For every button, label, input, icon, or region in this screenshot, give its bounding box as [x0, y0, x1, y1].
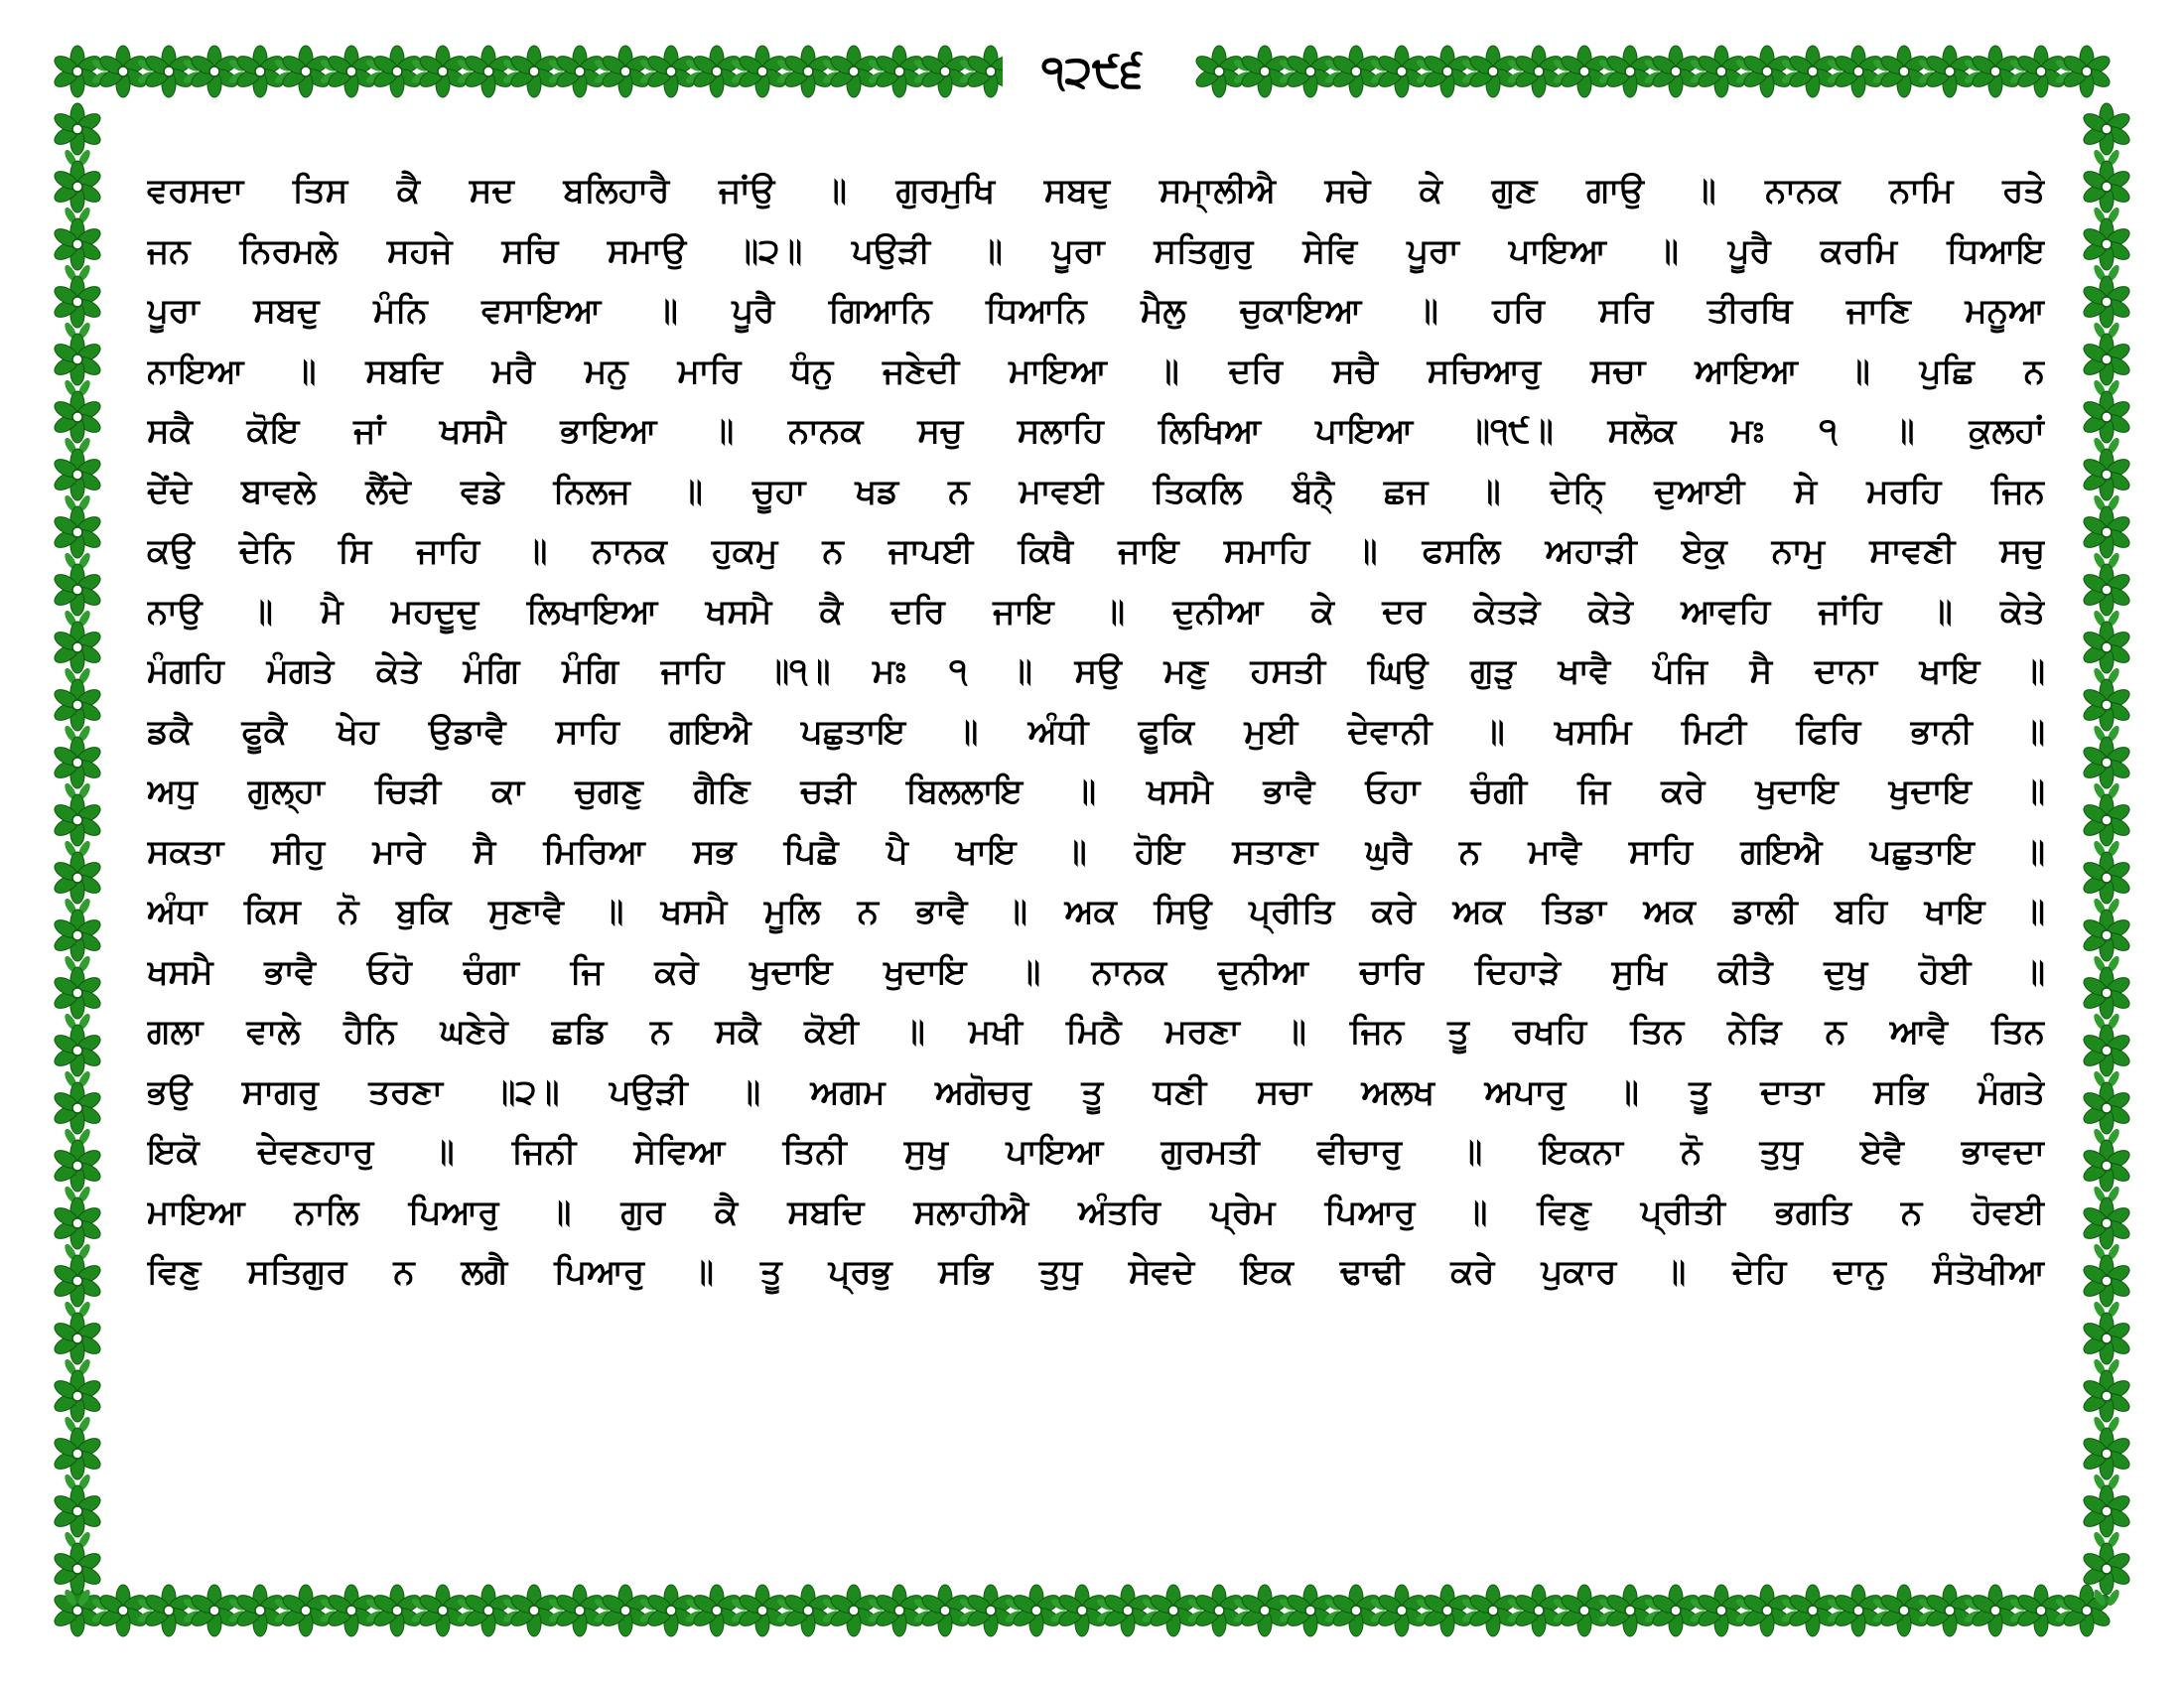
flower-center-icon — [2102, 988, 2112, 998]
flower-center-icon — [2082, 1606, 2092, 1616]
flower-center-icon — [72, 758, 82, 768]
flower-center-icon — [72, 815, 82, 825]
text-line: ਦੇਂਦੇ ਬਾਵਲੇ ਲੈਂਦੇ ਵਡੇ ਨਿਲਜ ॥ ਚੂਹਾ ਖਡ ਨ ਮਾਵਈ ਤਿਕਲਿ ਬੰਨੈ੍ ਛਜ ॥ ਦੇਨਿ੍ ਦੁਆਈ ਸੇ ਮਰਹਿ ਜਿਨ — [147, 471, 2045, 511]
flower-center-icon — [1899, 67, 1909, 76]
text-line: ਪੂਰਾ ਸਬਦੁ ਮੰਨਿ ਵਸਾਇਆ ॥ ਪੂਰੈ ਗਿਆਨਿ ਧਿਆਨਿ ਮੈਲੁ ਚੁਕਾਇਆ ॥ ਹਰਿ ਸਰਿ ਤੀਰਥਿ ਜਾਣਿ ਮਨੂਆ — [147, 291, 2045, 331]
flower-center-icon — [620, 67, 630, 76]
flower-center-icon — [1716, 67, 1726, 76]
flower-center-icon — [2102, 239, 2112, 249]
flower-center-icon — [1488, 67, 1498, 76]
flower-center-icon — [72, 182, 82, 192]
flower-center-icon — [2102, 470, 2112, 480]
flower-center-icon — [72, 1161, 82, 1171]
flower-center-icon — [940, 67, 950, 76]
flower-center-icon — [1305, 67, 1315, 76]
flower-center-icon — [1305, 1606, 1315, 1616]
flower-center-icon — [894, 1606, 904, 1616]
flower-center-icon — [72, 1218, 82, 1228]
flower-center-icon — [72, 1046, 82, 1055]
flower-center-icon — [1671, 1606, 1681, 1616]
flower-center-icon — [2102, 1103, 2112, 1113]
flower-center-icon — [72, 412, 82, 422]
flower-center-icon — [1625, 67, 1635, 76]
flower-center-icon — [1808, 1606, 1818, 1616]
text-line: ਅਧੁ ਗੁਲ੍ਹਾ ਚਿੜੀ ਕਾ ਚੁਗਣੁ ਗੈਣਿ ਚੜੀ ਬਿਲਲਾਇ ॥ ਖਸਮੈ ਭਾਵੈ ਓਹਾ ਚੰਗੀ ਜਿ ਕਰੇ ਖੁਦਾਇ ਖੁਦਾਇ ॥ — [147, 772, 2045, 811]
flower-center-icon — [1762, 67, 1772, 76]
flower-center-icon — [849, 67, 859, 76]
flower-center-icon — [2102, 873, 2112, 883]
text-line: ਸਕੈ ਕੋਇ ਜਾਂ ਖਸਮੈ ਭਾਇਆ ॥ ਨਾਨਕ ਸਚੁ ਸਲਾਹਿ ਲਿਖਿਆ ਪਾਇਆ ॥੧੯॥ ਸਲੋਕ ਮਃ ੧ ॥ ਕੁਲਹਾਂ — [147, 411, 2045, 451]
flower-center-icon — [2036, 1606, 2046, 1616]
text-line: ਮੰਗਹਿ ਮੰਗਤੇ ਕੇਤੇ ਮੰਗਿ ਮੰਗਿ ਜਾਹਿ ॥੧॥ ਮਃ ੧ ॥ ਸਉ ਮਣੁ ਹਸਤੀ ਘਿਉ ਗੁੜੁ ਖਾਵੈ ਪੰਜਿ ਸੈ ਦਾਨਾ ਖਾਇ ॥ — [147, 651, 2045, 691]
flower-center-icon — [118, 1606, 128, 1616]
flower-center-icon — [164, 1606, 174, 1616]
flower-center-icon — [1990, 1606, 2000, 1616]
flower-center-icon — [1853, 67, 1863, 76]
flower-center-icon — [72, 930, 82, 940]
flower-center-icon — [72, 1506, 82, 1516]
flower-center-icon — [2102, 585, 2112, 595]
flower-center-icon — [1214, 67, 1224, 76]
flower-center-icon — [483, 67, 493, 76]
flower-center-icon — [712, 67, 722, 76]
flower-center-icon — [72, 700, 82, 710]
flower-center-icon — [986, 67, 996, 76]
flower-center-icon — [757, 67, 767, 76]
text-line: ਵਿਣੁ ਸਤਿਗੁਰ ਨ ਲਗੈ ਪਿਆਰੁ ॥ ਤੂ ਪ੍ਰਭੁ ਸਭਿ ਤੁਧੁ ਸੇਵਦੇ ਇਕ ਢਾਢੀ ਕਰੇ ਪੁਕਾਰ ॥ ਦੇਹਿ ਦਾਨੁ ਸੰਤੋਖੀਆ — [147, 1252, 2045, 1292]
flower-center-icon — [1990, 67, 2000, 76]
flower-center-icon — [72, 585, 82, 595]
scripture-text-block — [147, 161, 2045, 1303]
text-line: ਨਾਇਆ ॥ ਸਬਦਿ ਮਰੈ ਮਨੁ ਮਾਰਿ ਧੰਨੁ ਜਣੇਦੀ ਮਾਇਆ ॥ ਦਰਿ ਸਚੈ ਸਚਿਆਰੁ ਸਚਾ ਆਇਆ ॥ ਪੁਛਿ ਨ — [147, 351, 2045, 391]
flower-center-icon — [1716, 1606, 1726, 1616]
flower-center-icon — [2102, 297, 2112, 307]
text-line: ਕਉ ਦੇਨਿ ਸਿ ਜਾਹਿ ॥ ਨਾਨਕ ਹੁਕਮੁ ਨ ਜਾਪਈ ਕਿਥੈ ਜਾਇ ਸਮਾਹਿ ॥ ਫਸਲਿ ਅਹਾੜੀ ਏਕੁ ਨਾਮੁ ਸਾਵਣੀ ਸਚੁ — [147, 531, 2045, 571]
flower-center-icon — [72, 642, 82, 652]
flower-center-icon — [2102, 700, 2112, 710]
flower-center-icon — [301, 67, 311, 76]
flower-center-icon — [986, 1606, 996, 1616]
flower-center-icon — [1625, 1606, 1635, 1616]
flower-center-icon — [1579, 67, 1589, 76]
flower-center-icon — [620, 1606, 630, 1616]
text-line: ਡਕੈ ਫੂਕੈ ਖੇਹ ਉਡਾਵੈ ਸਾਹਿ ਗਇਐ ਪਛੁਤਾਇ ॥ ਅੰਧੀ ਫੂਕਿ ਮੁਈ ਦੇਵਾਨੀ ॥ ਖਸਮਿ ਮਿਟੀ ਫਿਰਿ ਭਾਨੀ ॥ — [147, 711, 2045, 752]
flower-center-icon — [2102, 527, 2112, 537]
flower-center-icon — [346, 67, 356, 76]
flower-center-icon — [72, 1391, 82, 1401]
text-line: ਖਸਮੈ ਭਾਵੈ ਓਹੋ ਚੰਗਾ ਜਿ ਕਰੇ ਖੁਦਾਇ ਖੁਦਾਇ ॥ ਨਾਨਕ ਦੁਨੀਆ ਚਾਰਿ ਦਿਹਾੜੇ ਸੁਖਿ ਕੀਤੈ ਦੁਖੁ ਹੋਈ ॥ — [147, 951, 2045, 992]
flower-center-icon — [2102, 1449, 2112, 1459]
flower-center-icon — [894, 67, 904, 76]
text-line: ਭਉ ਸਾਗਰੁ ਤਰਣਾ ॥੨॥ ਪਉੜੀ ॥ ਅਗਮ ਅਗੋਚਰੁ ਤੂ ਧਣੀ ਸਚਾ ਅਲਖ ਅਪਾਰੁ ॥ ਤੂ ਦਾਤਾ ਸਭਿ ਮੰਗਤੇ — [147, 1071, 2045, 1112]
flower-center-icon — [2102, 182, 2112, 192]
flower-center-icon — [1260, 1606, 1270, 1616]
flower-center-icon — [1351, 67, 1361, 76]
flower-center-icon — [72, 1334, 82, 1343]
flower-center-icon — [2102, 1161, 2112, 1171]
flower-center-icon — [301, 1606, 311, 1616]
flower-center-icon — [2102, 124, 2112, 134]
flower-center-icon — [575, 1606, 585, 1616]
flower-center-icon — [2102, 354, 2112, 364]
flower-center-icon — [2082, 67, 2092, 76]
flower-center-icon — [483, 1606, 493, 1616]
flower-center-icon — [575, 67, 585, 76]
flower-center-icon — [666, 67, 676, 76]
flower-center-icon — [72, 470, 82, 480]
flower-center-icon — [209, 1606, 219, 1616]
flower-center-icon — [255, 1606, 265, 1616]
flower-center-icon — [1488, 1606, 1498, 1616]
page-number: ੧੨੯੬ — [1040, 47, 1144, 97]
flower-center-icon — [72, 527, 82, 537]
flower-center-icon — [438, 67, 448, 76]
text-line: ਸਕਤਾ ਸੀਹੁ ਮਾਰੇ ਸੈ ਮਿਰਿਆ ਸਭ ਪਿਛੈ ਪੈ ਖਾਇ ॥ ਹੋਇ ਸਤਾਣਾ ਘੁਰੈ ਨ ਮਾਵੈ ਸਾਹਿ ਗਇਐ ਪਛੁਤਾਇ ॥ — [147, 831, 2045, 872]
flower-center-icon — [72, 1276, 82, 1286]
flower-center-icon — [2102, 758, 2112, 768]
flower-center-icon — [1671, 67, 1681, 76]
flower-center-icon — [118, 67, 128, 76]
flower-center-icon — [803, 1606, 813, 1616]
flower-center-icon — [2102, 930, 2112, 940]
flower-center-icon — [1762, 1606, 1772, 1616]
flower-center-icon — [72, 239, 82, 249]
flower-center-icon — [1442, 1606, 1452, 1616]
flower-center-icon — [1579, 1606, 1589, 1616]
flower-center-icon — [72, 1564, 82, 1574]
flower-center-icon — [72, 1103, 82, 1113]
flower-center-icon — [712, 1606, 722, 1616]
flower-center-icon — [1853, 1606, 1863, 1616]
flower-center-icon — [72, 67, 82, 76]
flower-center-icon — [803, 67, 813, 76]
flower-center-icon — [2102, 1046, 2112, 1055]
flower-center-icon — [2102, 1391, 2112, 1401]
flower-center-icon — [1808, 67, 1818, 76]
flower-center-icon — [666, 1606, 676, 1616]
text-line: ਜਨ ਨਿਰਮਲੇ ਸਹਜੇ ਸਚਿ ਸਮਾਉ ॥੨॥ ਪਉੜੀ ॥ ਪੂਰਾ ਸਤਿਗੁਰੁ ਸੇਵਿ ਪੂਰਾ ਪਾਇਆ ॥ ਪੂਰੈ ਕਰਮਿ ਧਿਆਇ — [147, 230, 2045, 271]
flower-center-icon — [1397, 1606, 1407, 1616]
flower-center-icon — [1260, 67, 1270, 76]
text-line: ਗਲਾ ਵਾਲੇ ਹੈਨਿ ਘਣੇਰੇ ਛਡਿ ਨ ਸਕੈ ਕੋਈ ॥ ਮਖੀ ਮਿਠੈ ਮਰਣਾ ॥ ਜਿਨ ਤੂ ਰਖਹਿ ਤਿਨ ਨੇੜਿ ਨ ਆਵੈ ਤਿਨ — [147, 1012, 2045, 1052]
flower-center-icon — [209, 67, 219, 76]
flower-center-icon — [529, 67, 539, 76]
flower-center-icon — [1168, 1606, 1178, 1616]
flower-center-icon — [1899, 1606, 1909, 1616]
flower-center-icon — [2102, 412, 2112, 422]
flower-center-icon — [2102, 1506, 2112, 1516]
flower-center-icon — [2036, 67, 2046, 76]
text-line: ਇਕੋ ਦੇਵਣਹਾਰੁ ॥ ਜਿਨੀ ਸੇਵਿਆ ਤਿਨੀ ਸੁਖੁ ਪਾਇਆ ਗੁਰਮਤੀ ਵੀਚਾਰੁ ॥ ਇਕਨਾ ਨੋ ਤੁਧੁ ਏਵੈ ਭਾਵਦਾ — [147, 1132, 2045, 1172]
flower-center-icon — [757, 1606, 767, 1616]
flower-center-icon — [72, 1449, 82, 1459]
flower-center-icon — [72, 124, 82, 134]
flower-center-icon — [1077, 1606, 1087, 1616]
flower-center-icon — [72, 988, 82, 998]
flower-center-icon — [1214, 1606, 1224, 1616]
text-line: ਨਾਉ ॥ ਮੈ ਮਹਦੂਦੁ ਲਿਖਾਇਆ ਖਸਮੈ ਕੈ ਦਰਿ ਜਾਇ ॥ ਦੁਨੀਆ ਕੇ ਦਰ ਕੇਤੜੇ ਕੇਤੇ ਆਵਹਿ ਜਾਂਹਿ ॥ ਕੇਤੇ — [147, 591, 2045, 632]
flower-center-icon — [1534, 1606, 1544, 1616]
flower-center-icon — [1123, 1606, 1133, 1616]
flower-center-icon — [72, 1606, 82, 1616]
text-line: ਵਰਸਦਾ ਤਿਸ ਕੈ ਸਦ ਬਲਿਹਾਰੈ ਜਾਂਉ ॥ ਗੁਰਮੁਖਿ ਸਬਦੁ ਸਮਾ੍ਲੀਐ ਸਚੇ ਕੇ ਗੁਣ ਗਾਉ ॥ ਨਾਨਕ ਨਾਮਿ ਰਤੇ — [147, 171, 2045, 211]
flower-center-icon — [392, 1606, 402, 1616]
flower-center-icon — [1945, 1606, 1955, 1616]
flower-center-icon — [1031, 1606, 1041, 1616]
flower-center-icon — [72, 297, 82, 307]
flower-center-icon — [1534, 67, 1544, 76]
flower-center-icon — [2102, 1218, 2112, 1228]
flower-center-icon — [72, 354, 82, 364]
text-line: ਮਾਇਆ ਨਾਲਿ ਪਿਆਰੁ ॥ ਗੁਰ ਕੈ ਸਬਦਿ ਸਲਾਹੀਐ ਅੰਤਰਿ ਪ੍ਰੇਮ ਪਿਆਰੁ ॥ ਵਿਣੁ ਪ੍ਰੀਤੀ ਭਗਤਿ ਨ ਹੋਵਈ — [147, 1192, 2045, 1232]
flower-center-icon — [2102, 1564, 2112, 1574]
flower-center-icon — [164, 67, 174, 76]
flower-center-icon — [2102, 1334, 2112, 1343]
text-line: ਅੰਧਾ ਕਿਸ ਨੋ ਬੁਕਿ ਸੁਣਾਵੈ ॥ ਖਸਮੈ ਮੂਲਿ ਨ ਭਾਵੈ ॥ ਅਕ ਸਿਉ ਪ੍ਰੀਤਿ ਕਰੇ ਅਕ ਤਿਡਾ ਅਕ ਡਾਲੀ ਬਹਿ ਖਾਇ ॥ — [147, 892, 2045, 931]
flower-center-icon — [2102, 1276, 2112, 1286]
flower-center-icon — [1351, 1606, 1361, 1616]
flower-center-icon — [1397, 67, 1407, 76]
flower-center-icon — [940, 1606, 950, 1616]
flower-center-icon — [255, 67, 265, 76]
flower-center-icon — [2102, 642, 2112, 652]
flower-center-icon — [1442, 67, 1452, 76]
flower-center-icon — [1945, 67, 1955, 76]
flower-center-icon — [529, 1606, 539, 1616]
flower-center-icon — [346, 1606, 356, 1616]
flower-center-icon — [72, 873, 82, 883]
flower-center-icon — [392, 67, 402, 76]
flower-center-icon — [849, 1606, 859, 1616]
flower-center-icon — [2102, 815, 2112, 825]
flower-center-icon — [438, 1606, 448, 1616]
